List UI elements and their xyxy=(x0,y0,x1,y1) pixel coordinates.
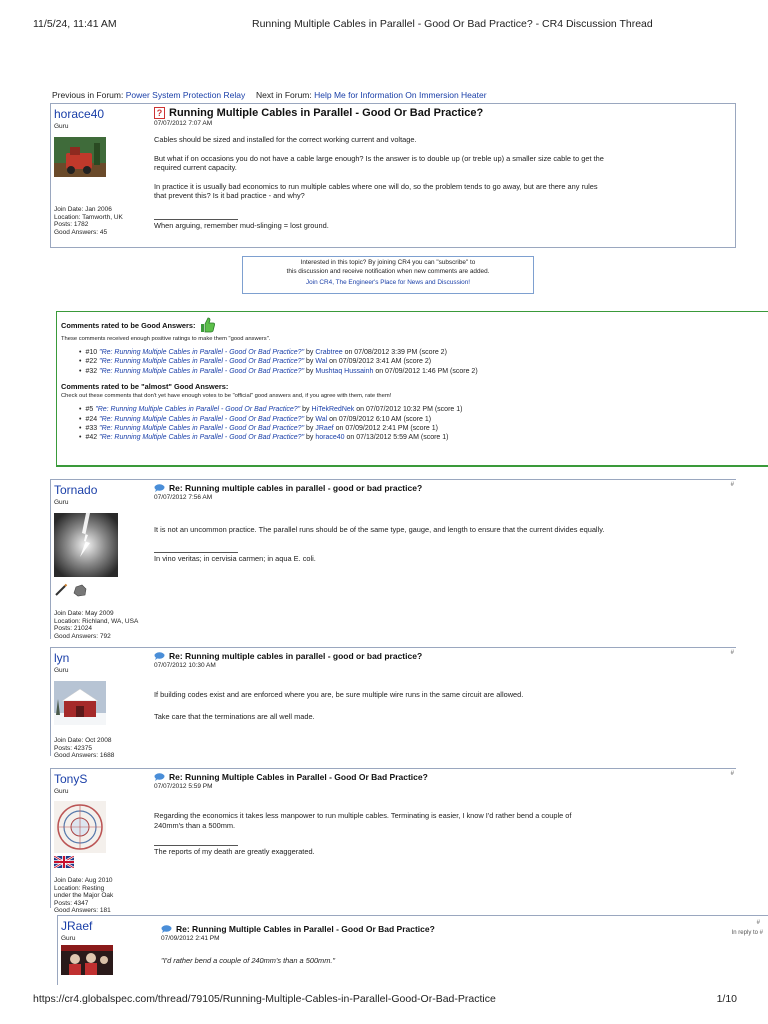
post-paragraph: It is not an uncommon practice. The parallel runs should be of the same type, gauge, and length to ensure that the current divides equally. xyxy=(154,525,605,534)
author-posts: Posts: 42375 xyxy=(54,744,92,752)
post-paragraph: Cables should be sized and installed for the correct working current and voltage. xyxy=(154,135,417,144)
almost-good-answers-note: Check out these comments that don't yet have enough votes to be "official" good answers and, if you agree with them, rate them! xyxy=(61,393,392,400)
good-answer-link[interactable]: "Re: Running Multiple Cables in Parallel - Good Or Bad Practice?" xyxy=(99,349,305,356)
list-item: • #10 "Re: Running Multiple Cables in Parallel - Good Or Bad Practice?" by Crabtree on 07/08/2012 3:39 PM (score 2) xyxy=(79,348,768,357)
almost-answer-link[interactable]: "Re: Running Multiple Cables in Parallel - Good Or Bad Practice?" xyxy=(99,434,305,442)
author-join-date: Join Date: May 2009 xyxy=(54,610,114,617)
author-avatar xyxy=(54,137,106,177)
forum-nav xyxy=(52,90,487,100)
next-label: Next in Forum: xyxy=(256,90,312,100)
author-join-date: Join Date: Aug 2010 xyxy=(54,877,113,884)
print-date: 11/5/24, 11:41 AM xyxy=(33,18,117,30)
author-avatar xyxy=(54,801,106,853)
author-posts: Posts: 4347 xyxy=(54,899,89,907)
author-join-date: Join Date: Oct 2008 xyxy=(54,737,112,744)
comment-anchor[interactable]: # xyxy=(730,650,734,656)
print-footer xyxy=(0,993,768,1007)
comment-anchor[interactable]: # xyxy=(756,920,760,926)
almost-answer-author[interactable]: HiTekRedNek xyxy=(311,406,355,414)
list-item: • #5 "Re: Running Multiple Cables in Parallel - Good Or Bad Practice?" by HiTekRedNek on 07/07/2012 10:32 PM (score 1) xyxy=(79,405,768,414)
good-answer-link[interactable]: "Re: Running Multiple Cables in Parallel - Good Or Bad Practice?" xyxy=(99,367,305,375)
reply-post xyxy=(57,915,768,985)
almost-answer-author[interactable]: Wal xyxy=(315,415,328,423)
prev-thread-link[interactable]: Power System Protection Relay xyxy=(125,90,246,100)
list-item: • #42 "Re: Running Multiple Cables in Parallel - Good Or Bad Practice?" by horace40 on 07/13/2012 5:59 AM (score 1) xyxy=(79,433,768,442)
list-item: • #24 "Re: Running Multiple Cables in Parallel - Good Or Bad Practice?" by Wal on 07/09/2012 6:10 AM (score 1) xyxy=(79,415,768,424)
author-rank: Guru xyxy=(54,788,69,795)
post-author xyxy=(54,107,146,236)
comment-anchor[interactable]: # xyxy=(730,771,734,777)
good-answer-author[interactable]: Mushtaq Hussainh xyxy=(315,367,374,375)
post-title: Re: Running Multiple Cables in Parallel - Good Or Bad Practice? xyxy=(169,772,428,782)
author-avatar xyxy=(54,513,118,577)
reply-post xyxy=(50,768,736,915)
author-location: Location: Richland, WA, USA xyxy=(54,617,139,625)
author-good-answers: Good Answers: 792 xyxy=(54,632,111,640)
thumbs-up-icon xyxy=(198,316,216,334)
print-title: Running Multiple Cables in Parallel - Good Or Bad Practice? - CR4 Discussion Thread xyxy=(252,18,653,30)
post-title: Re: Running multiple cables in parallel - good or bad practice? xyxy=(169,651,423,661)
list-item: • #22 "Re: Running Multiple Cables in Parallel - Good Or Bad Practice?" by Wal on 07/09/2012 3:41 AM (score 2) xyxy=(79,357,768,366)
subscribe-box xyxy=(242,256,534,294)
comment-bubble-icon xyxy=(154,652,165,660)
almost-answer-author[interactable]: JRaef xyxy=(315,425,334,433)
post-signature: When arguing, remember mud-slinging = lost ground. xyxy=(154,220,329,230)
good-answers-box xyxy=(56,311,768,467)
post-paragraph: Take care that the terminations are all well made. xyxy=(154,711,315,721)
author-rank: Guru xyxy=(61,935,76,942)
print-url: https://cr4.globalspec.com/thread/79105/Running-Multiple-Cables-in-Parallel-Good-Or-Bad-Practice xyxy=(33,993,496,1005)
post-signature: In vino veritas; in cervisia carmen; in aqua E. coli. xyxy=(154,553,316,563)
post-paragraph: In practice it is usually bad economics to run multiple cables where one will do, so the problem tends to go away, but are there any rules that prevent this? Is it bad practice - and why? xyxy=(154,181,598,200)
post-paragraph: Regarding the economics it takes less manpower to run multiple cables. Terminating is easier, I know I'd rather bend a couple of 240mm's than a 500mm. xyxy=(154,811,572,830)
author-avatar xyxy=(61,945,113,975)
author-username[interactable]: horace40 xyxy=(54,107,105,121)
original-post xyxy=(50,103,736,248)
post-content xyxy=(154,107,624,230)
comment-bubble-icon xyxy=(161,925,172,933)
print-header xyxy=(0,18,768,34)
comment-bubble-icon xyxy=(154,484,165,492)
good-answers-note: These comments received enough positive ratings to make them "good answers". xyxy=(61,336,271,342)
post-content xyxy=(154,483,624,563)
almost-good-answers-list xyxy=(79,405,768,443)
author-username[interactable]: lyn xyxy=(54,651,70,665)
good-answer-author[interactable]: Crabtree xyxy=(315,349,343,356)
author-location: Location: Resting under the Major Oak xyxy=(54,884,114,900)
almost-answer-author[interactable]: horace40 xyxy=(315,434,345,442)
good-answer-author[interactable]: Wal xyxy=(315,358,328,366)
pen-icon xyxy=(54,583,68,597)
post-signature: The reports of my death are greatly exaggerated. xyxy=(154,847,315,856)
post-date: 07/07/2012 7:07 AM xyxy=(154,120,213,127)
author-username[interactable]: TonyS xyxy=(54,772,88,786)
author-posts: Posts: 21024 xyxy=(54,625,92,633)
in-reply-to: In reply to # xyxy=(731,930,763,936)
almost-answer-link[interactable]: "Re: Running Multiple Cables in Parallel - Good Or Bad Practice?" xyxy=(95,406,301,414)
good-answers-list xyxy=(79,348,768,376)
author-username[interactable]: Tornado xyxy=(54,483,98,497)
author-location: Location: Tamworth, UK xyxy=(54,213,123,221)
almost-answer-link[interactable]: "Re: Running Multiple Cables in Parallel - Good Or Bad Practice?" xyxy=(99,425,305,433)
post-title: Re: Running Multiple Cables in Parallel - Good Or Bad Practice? xyxy=(176,924,435,934)
prev-label: Previous in Forum: xyxy=(52,90,124,100)
post-paragraph: If building codes exist and are enforced where you are, be sure multiple wire runs in the same circuit are allowed. xyxy=(154,690,524,699)
uk-flag-icon xyxy=(54,856,74,868)
post-author xyxy=(61,919,153,975)
good-answers-heading: Comments rated to be Good Answers: xyxy=(61,320,196,330)
post-paragraph: But what if on occasions you do not have a cable large enough? Is the answer is to double up (or treble up) a smaller size cable to get the required current capacity. xyxy=(154,153,604,172)
almost-good-answers-heading: Comments rated to be "almost" Good Answers: xyxy=(61,382,229,392)
post-content xyxy=(154,772,624,856)
post-author xyxy=(54,651,146,760)
join-cr4-link[interactable]: Join CR4, The Engineer's Place for News and Discussion! xyxy=(305,279,471,287)
post-date: 07/07/2012 5:59 PM xyxy=(154,783,213,790)
reply-post xyxy=(50,647,736,760)
list-item: • #33 "Re: Running Multiple Cables in Parallel - Good Or Bad Practice?" by JRaef on 07/09/2012 2:41 PM (score 1) xyxy=(79,424,768,433)
author-rank: Guru xyxy=(54,123,69,130)
almost-answer-link[interactable]: "Re: Running Multiple Cables in Parallel - Good Or Bad Practice?" xyxy=(99,415,305,423)
post-author xyxy=(54,772,146,915)
reply-post xyxy=(50,479,736,639)
post-date: 07/09/2012 2:41 PM xyxy=(161,935,220,942)
page-number: 1/10 xyxy=(716,993,737,1005)
subscribe-line-1: Interested in this topic? By joining CR4 you can "subscribe" to xyxy=(300,259,476,266)
author-avatar xyxy=(54,681,106,725)
list-item: • #32 "Re: Running Multiple Cables in Parallel - Good Or Bad Practice?" by Mushtaq Hussainh on 07/09/2012 1:46 PM (score 2) xyxy=(79,367,768,376)
rock-icon xyxy=(72,583,88,597)
post-content xyxy=(161,919,631,975)
post-date: 07/07/2012 7:56 AM xyxy=(154,494,213,501)
comment-anchor[interactable]: # xyxy=(730,482,734,488)
author-rank: Guru xyxy=(54,667,69,674)
next-thread-link[interactable]: Help Me for Information On Immersion Heater xyxy=(314,90,487,100)
author-rank: Guru xyxy=(54,499,69,506)
question-icon: ? xyxy=(154,107,165,119)
post-author xyxy=(54,483,146,640)
author-good-answers: Good Answers: 181 xyxy=(54,907,111,915)
post-date: 07/07/2012 10:30 AM xyxy=(154,662,216,669)
author-join-date: Join Date: Jan 2006 xyxy=(54,206,112,213)
post-title: Re: Running multiple cables in parallel - good or bad practice? xyxy=(169,483,423,493)
good-answer-link[interactable]: "Re: Running Multiple Cables in Parallel - Good Or Bad Practice?" xyxy=(99,358,305,366)
quoted-text: "I'd rather bend a couple of 240mm's than a 500mm." xyxy=(161,956,336,965)
author-good-answers: Good Answers: 45 xyxy=(54,228,108,236)
author-posts: Posts: 1782 xyxy=(54,221,89,229)
comment-bubble-icon xyxy=(154,773,165,781)
author-username[interactable]: JRaef xyxy=(61,919,93,933)
subscribe-line-2: this discussion and receive notification when new comments are added. xyxy=(286,267,490,275)
post-title: Running Multiple Cables in Parallel - Good Or Bad Practice? xyxy=(169,107,484,119)
post-content xyxy=(154,651,624,730)
author-good-answers: Good Answers: 1688 xyxy=(54,752,115,760)
